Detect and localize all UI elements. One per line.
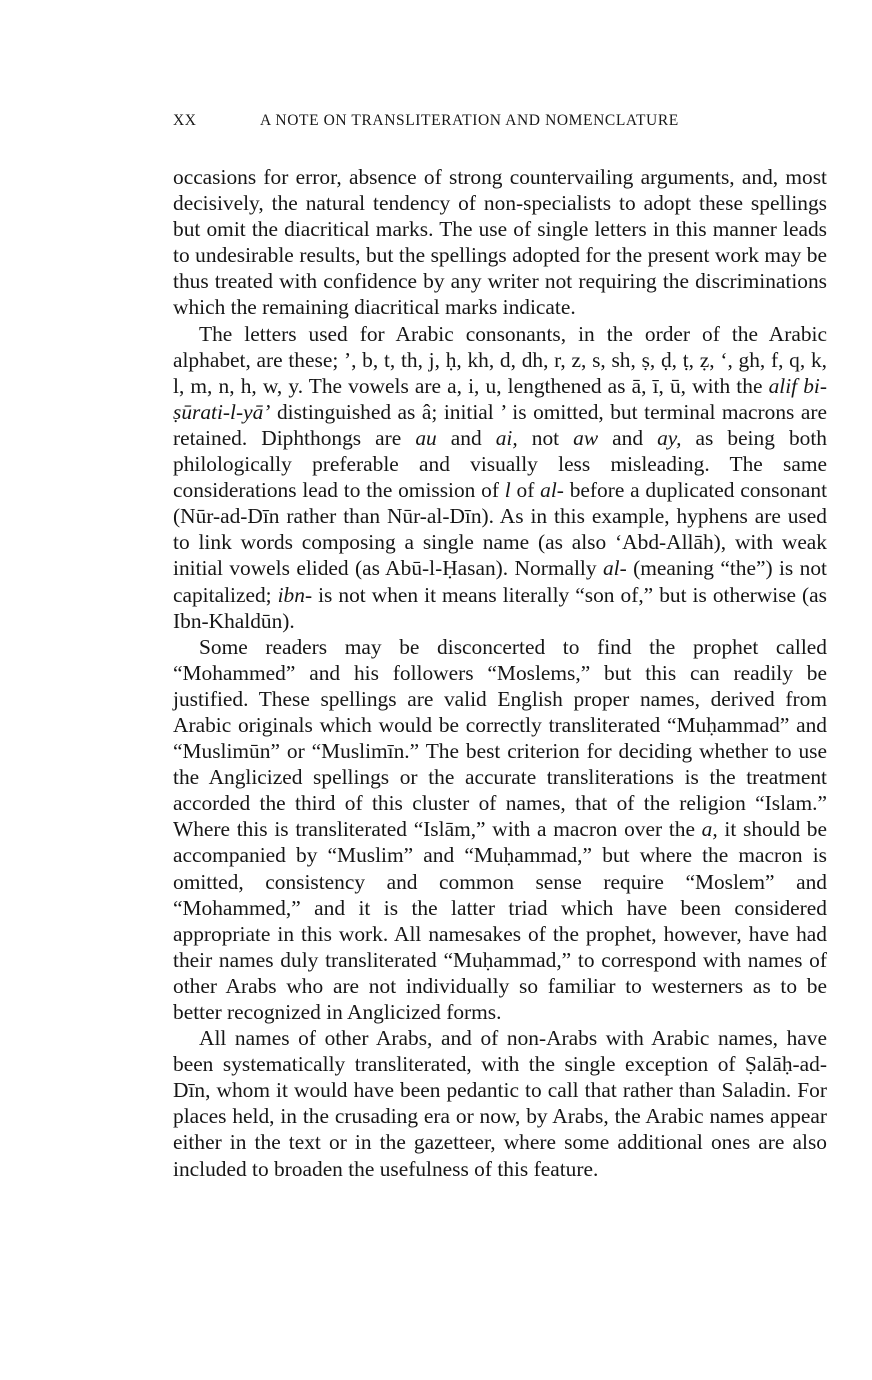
paragraph-2 bbox=[173, 321, 827, 634]
text-run: distinguished as â; initial ’ is omitted, but terminal macrons are retained. Diphthongs are bbox=[173, 399, 827, 450]
page-number: XX bbox=[173, 112, 197, 129]
text-run: as being both philologically preferable and visually less misleading. The same considerations lead to the omission of bbox=[173, 425, 827, 503]
italic-term: ai, bbox=[495, 425, 518, 450]
text-run: of bbox=[510, 478, 541, 503]
italic-term: l bbox=[504, 478, 511, 503]
running-title: A NOTE ON TRANSLITERATION AND NOMENCLATURE bbox=[260, 112, 679, 129]
italic-term: al- bbox=[540, 478, 564, 503]
running-head bbox=[173, 112, 827, 142]
text-run: before a duplicated consonant (Nūr-ad-Dīn rather than Nūr-al-Dīn). As in this example, hyphens are used to link words composing a single name (as also ‘Abd-Allāh), with weak initial vowels elided (as Abū-l-Ḥasan). Normally bbox=[173, 478, 828, 581]
italic-term: aw bbox=[573, 425, 599, 450]
paragraph-1: occasions for error, absence of strong countervailing arguments, and, most decisively, the natural tendency of non-specialists to adopt these spellings but omit the diacritical marks. The use of single letters in this manner leads to undesirable results, but the spellings adopted for the present work may be thus treated with confidence by any writer not requiring the discriminations which the remaining diacritical marks indicate. bbox=[173, 165, 827, 320]
text-run: Some readers may be disconcerted to find the prophet called “Mohammed” and his followers “Moslems,” but this can readily be justified. These spellings are valid English proper names, derived from Arabic originals which would be correctly transliterated “Muḥammad” and “Muslimūn” or “Muslimīn.” The best criterion for deciding whether to use the Anglicized spellings or the accurate transliterations is the treatment accorded the third of this cluster of names, that of the religion “Islam.” Where this is transliterated “Islām,” with a macron over the bbox=[173, 634, 827, 842]
paragraph-3 bbox=[173, 634, 827, 1025]
text-run: it should be accompanied by “Muslim” and “Muḥammad,” but where the macron is omitted, consistency and common sense require “Moslem” and “Mohammed,” and it is the latter triad which have been considered appropriate in this work. All namesakes of the prophet, however, have had their names duly transliterated “Muḥammad,” to correspond with names of other Arabs who are not individually so familiar to westerners as to be better recognized in Anglicized forms. bbox=[173, 817, 827, 1024]
text-run: and bbox=[436, 425, 496, 450]
text-run: The letters used for Arabic consonants, in the order of the Arabic alphabet, are these; ’, b, t, th, j, ḥ, kh, d, dh, r, z, s, sh, ṣ, ḍ, ṭ, ẓ, ‘, gh, f, q, k, l, m, n, h, w, y. The vowels are a, i, u, lengthened as ā, ī, ū, with the bbox=[173, 321, 827, 398]
italic-term: ay, bbox=[657, 425, 682, 450]
text-run: and bbox=[598, 425, 658, 450]
italic-term: ibn- bbox=[277, 582, 313, 607]
italic-term: al- bbox=[602, 556, 627, 581]
italic-term: au bbox=[415, 425, 437, 450]
italic-term: alif bi-ṣūrati-l-yā’ bbox=[173, 373, 827, 424]
paragraph-4: All names of other Arabs, and of non-Arabs with Arabic names, have been systematically transliterated, with the single exception of Ṣalāḥ-ad-Dīn, whom it would have been pedantic to call that rather than Saladin. For places held, in the crusading era or now, by Arabs, the Arabic names appear either in the text or in the gazetteer, where some additional ones are also included to broaden the usefulness of this feature. bbox=[173, 1026, 827, 1181]
text-run: not bbox=[517, 425, 574, 450]
text-run: (meaning “the”) is not capitalized; bbox=[173, 556, 827, 607]
text-run: is not when it means literally “son of,” but is otherwise (as Ibn-Khaldūn). bbox=[173, 582, 827, 633]
book-page bbox=[173, 112, 827, 1182]
italic-term: a, bbox=[701, 817, 718, 842]
